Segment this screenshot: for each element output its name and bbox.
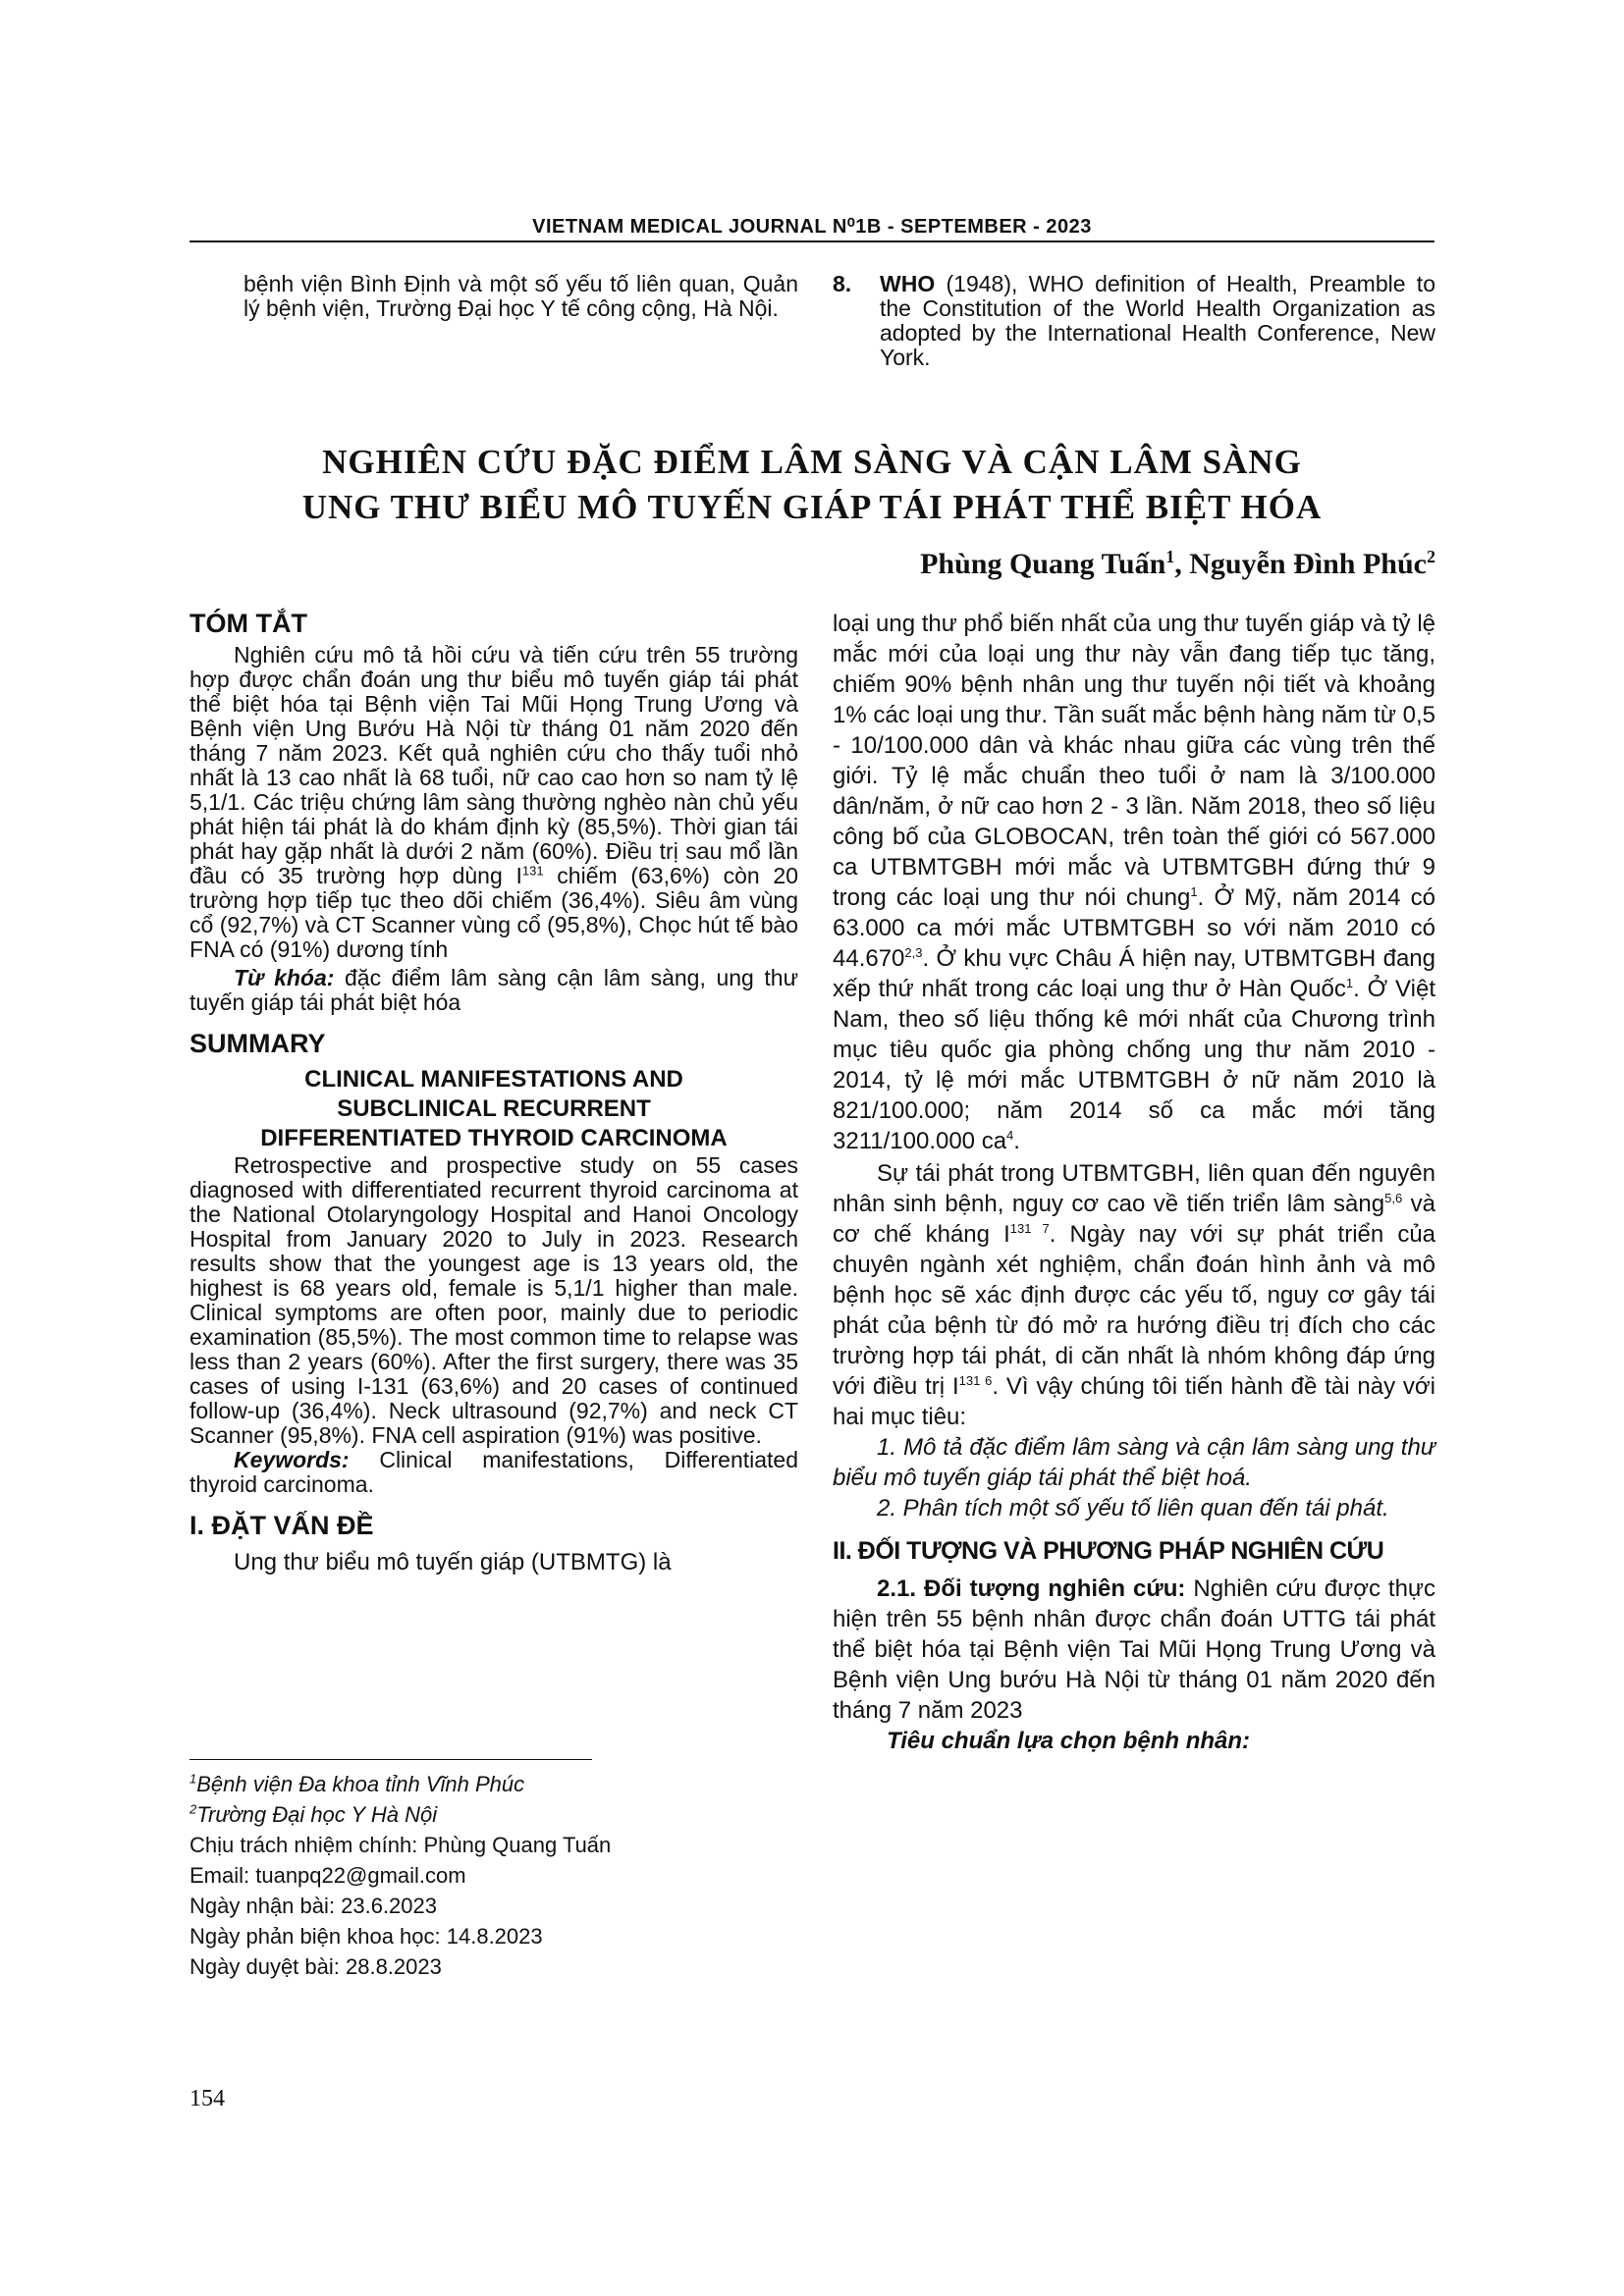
page-number: 154 (189, 2086, 225, 2111)
summary-title-line-3: DIFFERENTIATED THYROID CARCINOMA (260, 1125, 728, 1151)
author-2: Nguyễn Đình Phúc (1189, 548, 1427, 580)
intro-start: Ung thư biểu mô tuyến giáp (UTBMTG) là (234, 1549, 672, 1575)
author-line (920, 548, 1435, 581)
objective-2: 2. Phân tích một số yếu tố liên quan đến tái phát. (877, 1495, 1389, 1522)
objective-1: 1. Mô tả đặc điểm lâm sàng và cận lâm sàng ung thư biểu mô tuyến giáp tái phát thể biệt hoá. (833, 1434, 1435, 1491)
reference-7-tail (189, 272, 798, 321)
intro-p1-a: loại ung thư phổ biến nhất của ung thư tuyến giáp và tỷ lệ mắc mới của loại ung thư này vẫn đang tiếp tục tăng, chiếm 90% bệnh nhân ung thư tuyến nội tiết và khoảng 1% các loại ung thư. Tần suất mắc bệnh hàng năm từ 0,5 - 10/100.000 dân và khác nhau giữa các vùng trên thế giới. Tỷ lệ mắc chuẩn theo tuổi ở nam là 3/100.000 dân/năm, ở nữ cao hơn 2 - 3 lần. Năm 2018, theo số liệu công bố của GLOBOCAN, trên toàn thế giới có 567.000 ca UTBMTGBH mới mắc và UTBMTGBH đứng thứ 9 trong các loại ung thư nói chung (833, 611, 1435, 911)
selection-criteria (833, 1726, 1435, 1756)
header-rule (189, 240, 1435, 242)
intro-p2-d: . Vì vậy chúng tôi tiến hành đề tài này với hai mục tiêu: (833, 1373, 1435, 1430)
email: Email: tuanpq22@gmail.com (189, 1863, 466, 1888)
citation-1b: 1 (1345, 976, 1354, 990)
article-title (189, 440, 1435, 530)
summary-body: Retrospective and prospective study on 55 cases diagnosed with differentiated recurrent thyroid carcinoma at the National Otolaryngology Hospital and Hanoi Oncology Hospital from January 2020 to July in 2023. Research results show that the youngest age is 13 years old, the highest is 68 years old, female is 5,1/1 higher than male. Clinical symptoms are often poor, mainly due to periodic examination (85,5%). The most common time to relapse was less than 2 years (60%). After the first surgery, there was 35 cases of using I-131 (63,6%) and 20 cases of continued follow-up (36,4%). Neck ultrasound (92,7%) and neck CT Scanner (95,8%). FNA cell aspiration (91%) was positive. (189, 1152, 798, 1448)
author-2-affiliation: 2 (1427, 547, 1435, 566)
reference-8-text: (1948), WHO definition of Health, Preamble to the Constitution of the World Health Organization as adopted by the International Health Conference, New York. (880, 271, 1435, 370)
abstract-vi-keywords-label: Từ khóa: (234, 965, 335, 990)
summary-title-line-1: CLINICAL MANIFESTATIONS AND (304, 1066, 683, 1093)
intro-heading: I. ĐẶT VẤN ĐỀ (189, 1511, 374, 1540)
affiliation-2-marker: 2 (189, 1801, 197, 1817)
citation-4: 4 (1006, 1128, 1014, 1143)
abstract-vi-body-b: chiếm (63,6%) còn 20 trường hợp tiếp tục theo dõi chiếm (36,4%). Siêu âm vùng cổ (92,7%) và CT Scanner vùng cổ (95,8%), Chọc hút tế bào FNA có (91%) dương tính (189, 863, 798, 962)
article-title-line-1: NGHIÊN CỨU ĐẶC ĐIỂM LÂM SÀNG VÀ CẬN LÂM SÀNG (322, 443, 1302, 481)
right-column (833, 609, 1435, 1756)
footnotes (189, 1769, 798, 1982)
abstract-vi-heading: TÓM TẮT (189, 609, 307, 638)
intro-paragraph-1 (833, 609, 1435, 1156)
affiliation-2: Trường Đại học Y Hà Nội (196, 1802, 438, 1827)
intro-p1-d: . Ở Việt Nam, theo số liệu thống kê mới nhất của Chương trình mục tiêu quốc gia phòng chống ung thư năm 2010 - 2014, tỷ lệ mới mắc UTBMTGBH ở nữ năm 2010 là 821/100.000; năm 2014 số ca mắc mới tăng 3211/100.000 ca (833, 976, 1435, 1154)
summary-keywords-text: Clinical manifestations, Differentiated thyroid carcinoma. (189, 1447, 798, 1497)
selection-criteria-label: Tiêu chuẩn lựa chọn bệnh nhân: (887, 1728, 1251, 1754)
abstract-vi-body (189, 643, 798, 962)
affiliation-1: Bệnh viện Đa khoa tỉnh Vĩnh Phúc (196, 1772, 525, 1796)
date-accepted: Ngày duyệt bài: 28.8.2023 (189, 1954, 442, 1979)
reference-8-number: 8. (833, 271, 852, 296)
affiliation-1-marker: 1 (189, 1771, 197, 1787)
intro-paragraph-2 (833, 1158, 1435, 1432)
intro-p2-a: Sự tái phát trong UTBMTGBH, liên quan đến nguyên nhân sinh bệnh, nguy cơ cao về tiến triển lâm sàng (833, 1160, 1435, 1217)
summary-heading: SUMMARY (189, 1029, 326, 1058)
intro-p1-e: . (1013, 1128, 1020, 1154)
abstract-vi-keywords (189, 966, 798, 1015)
methods-subjects-text: Nghiên cứu được thực hiện trên 55 bệnh nhân được chẩn đoán UTTG tái phát thể biệt hóa tại Bệnh viện Tai Mũi Họng Trung Ương và Bệnh viện Ung bướu Hà Nội từ tháng 01 năm 2020 đến tháng 7 năm 2023 (833, 1575, 1435, 1724)
abstract-vi-body-a: Nghiên cứu mô tả hồi cứu và tiến cứu trên 55 trường hợp được chẩn đoán ung thư biểu mô tuyến giáp tái phát thể biệt hóa tại Bệnh viện Tai Mũi Họng Trung Ương và Bệnh viện Ung Bướu Hà Nội từ tháng 01 năm 2020 đến tháng 7 năm 2023. Kết quả nghiên cứu cho thấy tuổi nhỏ nhất là 13 cao nhất là 68 tuổi, nữ cao cao hơn so nam tỷ lệ 5,1/1. Các triệu chứng lâm sàng thường nghèo nàn chủ yếu phát hiện tái phát là do khám định kỳ (85,5%). Thời gian tái phát hay gặp nhất là dưới 2 năm (60%). Điều trị sau mổ lần đầu có 35 trường hợp dùng I (189, 642, 798, 888)
methods-heading: II. ĐỐI TƯỢNG VÀ PHƯƠNG PHÁP NGHIÊN CỨU (833, 1537, 1384, 1565)
citation-2-3: 2,3 (904, 945, 923, 960)
citation-131-7: 131 7 (1009, 1221, 1050, 1236)
journal-header: VIETNAM MEDICAL JOURNAL N⁰1B - SEPTEMBER - 2023 (532, 216, 1092, 238)
date-received: Ngày nhận bài: 23.6.2023 (189, 1894, 437, 1918)
intro-p1-b: . Ở Mỹ, năm 2014 có 63.000 ca mới mắc UTBMTGBH so với năm 2010 có 44.670 (833, 884, 1436, 972)
reference-8 (833, 272, 1435, 370)
date-reviewed: Ngày phản biện khoa học: 14.8.2023 (189, 1924, 543, 1949)
left-column (189, 609, 798, 1577)
article-title-line-2: UNG THƯ BIỂU MÔ TUYẾN GIÁP TÁI PHÁT THỂ BIỆT HÓA (301, 488, 1323, 526)
reference-8-author: WHO (880, 271, 936, 296)
summary-title-line-2: SUBCLINICAL RECURRENT (337, 1095, 651, 1122)
intro-p2-b: và cơ chế kháng I (833, 1191, 1436, 1248)
methods-subjects (833, 1574, 1435, 1726)
abstract-vi-sup: 131 (521, 863, 544, 879)
citation-1: 1 (1190, 884, 1198, 899)
abstract-vi-keywords-text: đặc điểm lâm sàng cận lâm sàng, ung thư tuyến giáp tái phát biệt hóa (189, 965, 798, 1015)
author-1: Phùng Quang Tuấn (920, 548, 1166, 580)
methods-subjects-label: 2.1. Đối tượng nghiên cứu: (877, 1575, 1186, 1602)
corresponding-author: Chịu trách nhiệm chính: Phùng Quang Tuấn (189, 1833, 612, 1857)
citation-5-6: 5,6 (1384, 1191, 1403, 1205)
footnote-rule (189, 1759, 592, 1760)
reference-7-text: bệnh viện Bình Định và một số yếu tố liên quan, Quản lý bệnh viện, Trường Đại học Y tế công cộng, Hà Nội. (244, 271, 798, 321)
author-separator: , (1174, 548, 1190, 580)
author-1-affiliation: 1 (1165, 547, 1175, 566)
summary-keywords-label: Keywords: (234, 1447, 350, 1472)
intro-p1-c: . Ở khu vực Châu Á hiện nay, UTBMTGBH đang xếp thứ nhất trong các loại ung thư ở Hàn Quốc (833, 945, 1435, 1002)
intro-p2-c: . Ngày nay với sự phát triển của chuyên ngành xét nghiệm, chẩn đoán hình ảnh và mô bệnh học sẽ xác định được các yếu tố, nguy cơ gây tái phát của bệnh từ đó mở ra hướng điều trị đích cho các trường hợp tái phát, di căn nhất là nhóm không đáp ứng với điều trị I (833, 1221, 1436, 1400)
citation-131-6: 131 6 (958, 1373, 993, 1388)
summary-keywords (189, 1448, 798, 1497)
